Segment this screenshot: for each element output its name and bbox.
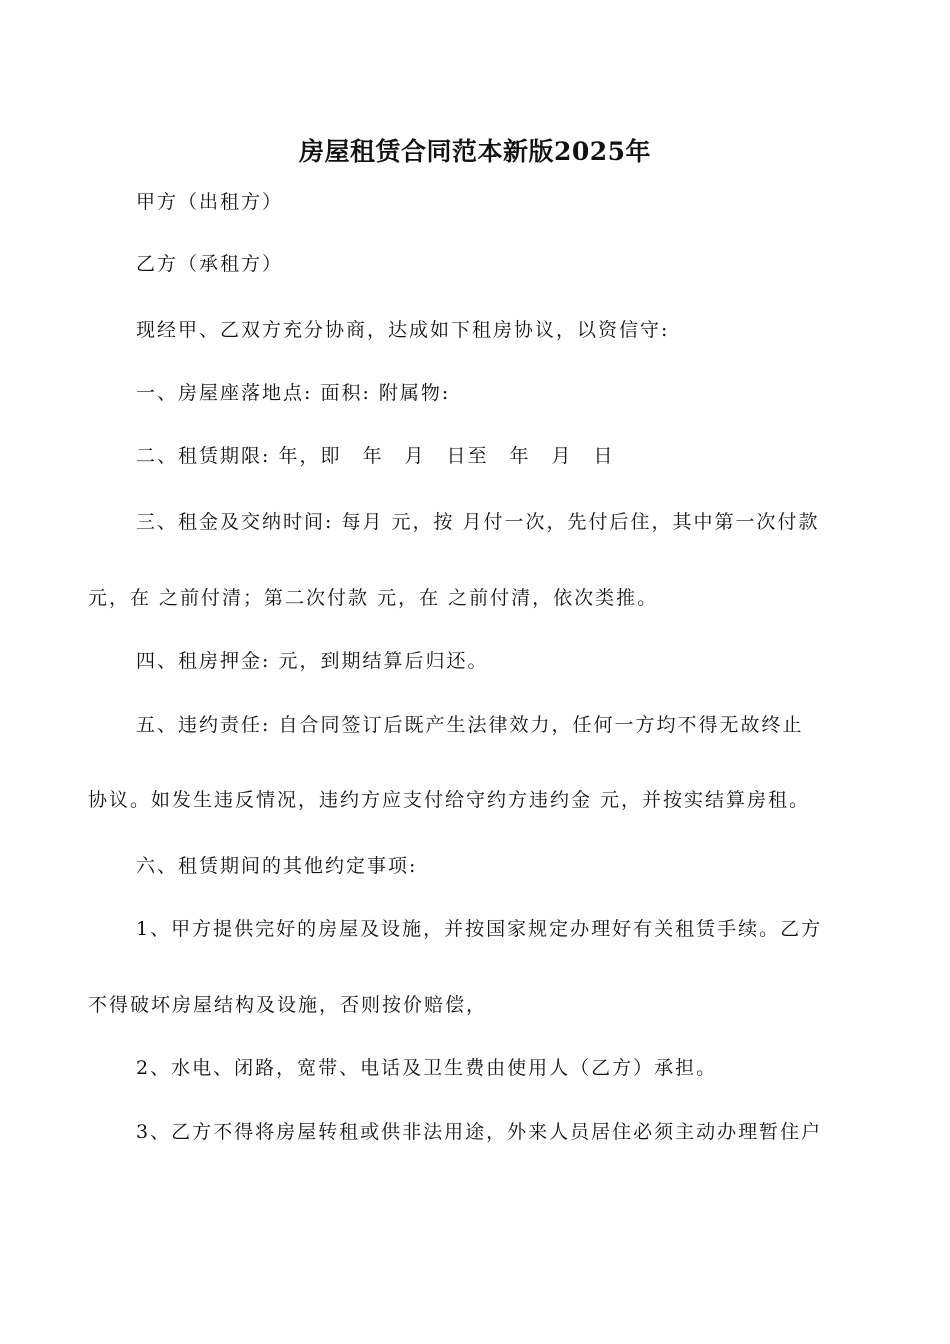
party-b-line: 乙方（承租方） xyxy=(136,253,284,275)
clause-2-line: 二、租赁期限: 年，即 年 月 日至 年 月 日 xyxy=(136,445,615,467)
item-3-line-1: 3、乙方不得将房屋转租或供非法用途，外来人员居住必须主动办理暂住户 xyxy=(136,1121,823,1143)
document-title: 房屋租赁合同范本新版2025年 xyxy=(298,137,652,166)
item-1-line-2: 不得破坏房屋结构及设施，否则按价赔偿， xyxy=(88,994,488,1016)
preamble-line: 现经甲、乙双方充分协商，达成如下租房协议，以资信守: xyxy=(136,319,670,341)
clause-1-line: 一、房屋座落地点: 面积: 附属物: xyxy=(136,382,451,404)
clause-4-line: 四、租房押金: 元，到期结算后归还。 xyxy=(136,650,489,672)
clause-5-line-2: 协议。如发生违反情况，违约方应支付给守约方违约金 元，并按实结算房租。 xyxy=(88,789,811,811)
party-a-line: 甲方（出租方） xyxy=(136,191,284,213)
item-1-line-1: 1、甲方提供完好的房屋及设施，并按国家规定办理好有关租赁手续。乙方 xyxy=(136,918,823,940)
clause-5-line-1: 五、违约责任: 自合同签订后既产生法律效力，任何一方均不得无故终止 xyxy=(136,714,804,736)
clause-6-heading: 六、租赁期间的其他约定事项: xyxy=(136,855,418,877)
item-2-line: 2、水电、闭路，宽带、电话及卫生费由使用人（乙方）承担。 xyxy=(136,1057,718,1079)
clause-3-line-2: 元，在 之前付清；第二次付款 元，在 之前付清，依次类推。 xyxy=(88,587,659,609)
clause-3-line-1: 三、租金及交纳时间: 每月 元，按 月付一次，先付后住，其中第一次付款 xyxy=(136,511,820,533)
